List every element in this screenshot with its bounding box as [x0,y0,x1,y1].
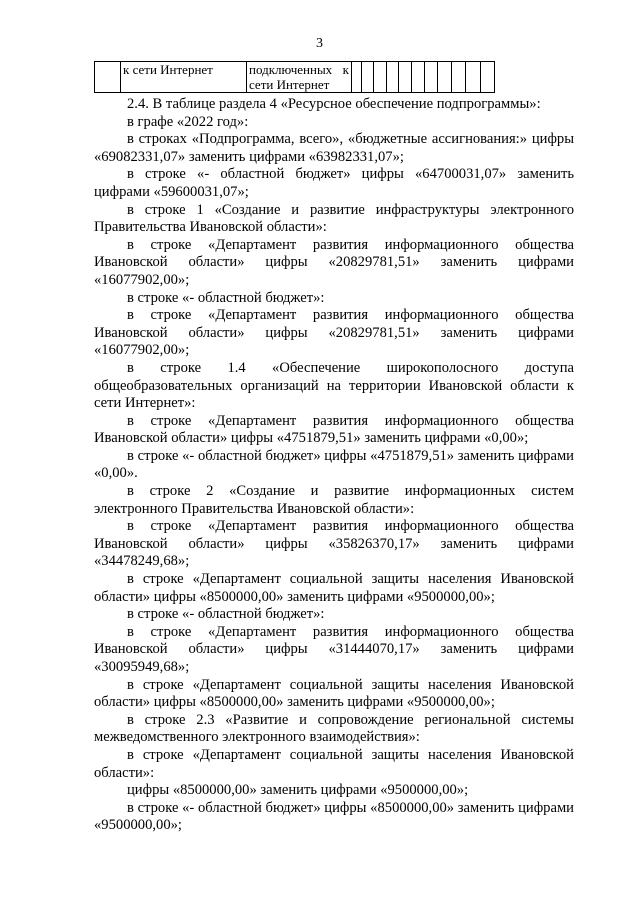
paragraph: в строке «Департамент развития информационного общества Ивановской области» цифры «31444070,17» заменить цифрами «30095949,68»; [94,623,574,675]
table-cell [481,62,495,93]
table-cell [352,62,362,93]
table-cell [452,62,466,93]
paragraph: в строке «- областной бюджет» цифры «4751879,51» заменить цифрами «0,00». [94,447,574,482]
table-cell: подключенных к сети Интернет [247,62,352,93]
paragraph: в строке «Департамент социальной защиты населения Ивановской области» цифры «8500000,00» заменить цифрами «9500000,00»; [94,676,574,711]
table-row [95,62,495,93]
table-cell [438,62,452,93]
document-body [94,96,574,835]
paragraph: в строке «- областной бюджет» цифры «64700031,07» заменить цифрами «59600031,07»; [94,166,574,200]
paragraph: в графе «2022 год»: [127,113,249,130]
paragraph: в строке 1 «Создание и развитие инфраструктуры электронного Правительства Ивановской области»: [94,201,574,236]
paragraph: в строке «- областной бюджет» цифры «8500000,00» заменить цифрами «9500000,00»; [94,799,574,834]
table-cell [412,62,425,93]
page-number: 3 [316,36,323,51]
continuation-table [94,61,495,93]
table-cell [425,62,438,93]
paragraph: в строке «Департамент социальной защиты населения Ивановской области» цифры «8500000,00» заменить цифрами «9500000,00»; [94,571,574,605]
paragraph: в строке «Департамент развития информационного общества Ивановской области» цифры «4751879,51» заменить цифрами «0,00»; [94,412,574,447]
table-cell [374,62,387,93]
table-cell [95,62,121,93]
table-cell [466,62,481,93]
paragraph: цифры «8500000,00» заменить цифрами «9500000,00»; [127,782,469,799]
paragraph: в строке «- областной бюджет»: [127,606,325,623]
paragraph: в строке 2 «Создание и развитие информационных систем электронного Правительства Ивановской области»: [94,483,574,517]
paragraph: в строке «Департамент развития информационного общества Ивановской области» цифры «20829781,51» заменить цифрами «16077902,00»; [94,307,574,359]
paragraph: в строке 1.4 «Обеспечение широкополосного доступа общеобразовательных организаций на территории Ивановской области к сети Интернет»: [94,359,574,412]
paragraph: в строке «Департамент развития информационного общества Ивановской области» цифры «35826370,17» заменить цифрами «34478249,68»; [94,518,574,570]
table-cell: к сети Интернет [121,62,247,93]
table-cell [362,62,374,93]
paragraph: в строке «- областной бюджет»: [127,289,325,306]
table-cell [399,62,412,93]
paragraph: в строке 2.3 «Развитие и сопровождение региональной системы межведомственного электронного взаимодействия»: [94,711,574,746]
paragraph: в строке «Департамент социальной защиты населения Ивановской области»: [94,746,574,781]
paragraph: в строках «Подпрограмма, всего», «бюджетные ассигнования:» цифры «69082331,07» заменить цифрами «63982331,07»; [94,131,574,165]
paragraph: 2.4. В таблице раздела 4 «Ресурсное обеспечение подпрограммы»: [127,96,541,112]
table-cell [387,62,399,93]
paragraph: в строке «Департамент развития информационного общества Ивановской области» цифры «20829781,51» заменить цифрами «16077902,00»; [94,236,574,288]
